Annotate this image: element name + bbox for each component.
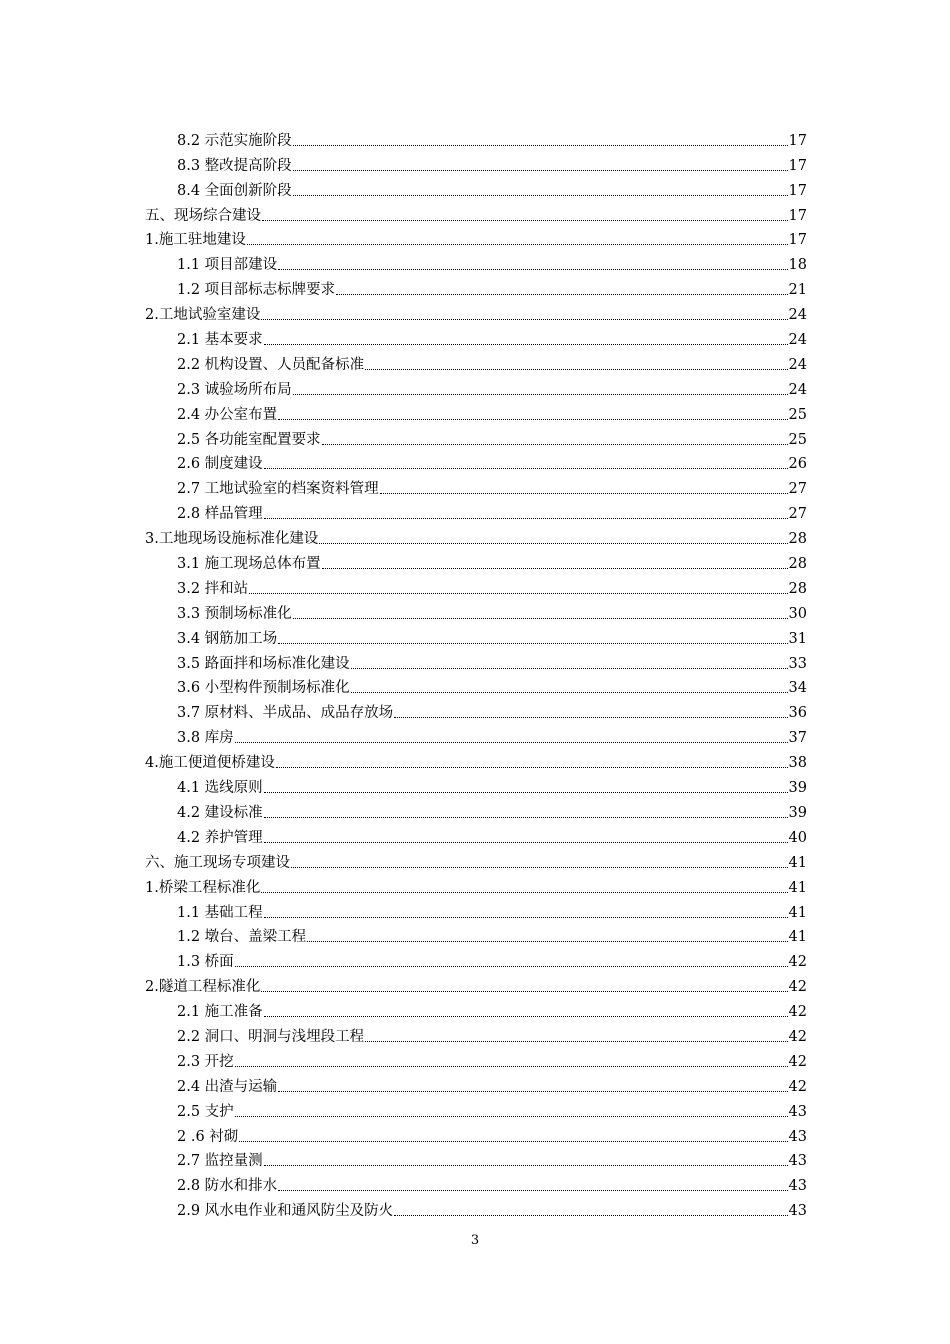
- toc-entry-page: 41: [788, 854, 807, 871]
- toc-entry-title: 3.5 路面拌和场标准化建设: [177, 655, 350, 672]
- toc-entry[interactable]: [145, 1096, 807, 1121]
- toc-entry[interactable]: [145, 523, 807, 548]
- toc-entry[interactable]: [145, 996, 807, 1021]
- toc-entry[interactable]: [145, 872, 807, 897]
- dot-leader: [307, 940, 787, 942]
- toc-entry-title: 1.1 项目部建设: [177, 257, 278, 274]
- toc-entry[interactable]: [145, 1071, 807, 1096]
- dot-leader: [380, 492, 788, 494]
- dot-leader: [235, 1115, 788, 1117]
- dot-leader: [239, 1140, 787, 1142]
- dot-leader: [365, 1040, 787, 1042]
- toc-entry[interactable]: [145, 697, 807, 722]
- toc-entry[interactable]: [145, 150, 807, 175]
- dot-leader: [264, 841, 788, 843]
- toc-entry-title: 2.3 开挖: [177, 1053, 234, 1070]
- toc-entry[interactable]: [145, 473, 807, 498]
- toc-entry-title: 3.7 原材料、半成品、成品存放场: [177, 705, 394, 722]
- dot-leader: [293, 393, 788, 395]
- toc-entry-page: 31: [788, 630, 807, 647]
- toc-entry-page: 28: [788, 531, 807, 548]
- toc-entry-title: 1.3 桥面: [177, 954, 234, 971]
- toc-entry-title: 2.4 出渣与运输: [177, 1078, 278, 1095]
- toc-entry-page: 42: [788, 1004, 807, 1021]
- toc-entry-title: 3.1 施工现场总体布置: [177, 556, 321, 573]
- toc-entry[interactable]: [145, 822, 807, 847]
- toc-entry-page: 39: [788, 804, 807, 821]
- toc-entry[interactable]: [145, 374, 807, 399]
- toc-entry-page: 42: [788, 1053, 807, 1070]
- toc-entry-title: 3.6 小型构件预制场标准化: [177, 680, 350, 697]
- toc-entry[interactable]: [145, 673, 807, 698]
- toc-entry-title: 2.工地试验室建设: [145, 307, 261, 324]
- toc-entry-title: 1.桥梁工程标准化: [145, 879, 261, 896]
- dot-leader: [293, 617, 788, 619]
- dot-leader: [249, 592, 787, 594]
- toc-entry-title: 2.7 工地试验室的档案资料管理: [177, 481, 379, 498]
- toc-entry-title: 8.3 整改提高阶段: [177, 157, 292, 174]
- toc-entry-page: 26: [788, 456, 807, 473]
- dot-leader: [394, 716, 787, 718]
- toc-entry-title: 2.1 施工准备: [177, 1004, 263, 1021]
- toc-entry-title: 2.7 监控量测: [177, 1153, 263, 1170]
- dot-leader: [264, 1015, 788, 1017]
- dot-leader: [261, 318, 787, 320]
- toc-entry-title: 4.施工便道便桥建设: [145, 755, 275, 772]
- toc-entry-title: 2 .6 衬砌: [177, 1128, 239, 1145]
- toc-entry-page: 41: [788, 904, 807, 921]
- dot-leader: [351, 691, 788, 693]
- toc-entry[interactable]: [145, 1195, 807, 1220]
- toc-entry-title: 2.9 风水电作业和通风防尘及防火: [177, 1203, 394, 1220]
- toc-entry-title: 2.8 样品管理: [177, 506, 263, 523]
- toc-entry[interactable]: [145, 1021, 807, 1046]
- toc-entry-title: 2.5 支护: [177, 1103, 234, 1120]
- dot-leader: [278, 418, 787, 420]
- toc-entry-page: 30: [788, 605, 807, 622]
- toc-entry-page: 25: [788, 431, 807, 448]
- toc-entry-page: 25: [788, 406, 807, 423]
- toc-entry-page: 40: [788, 829, 807, 846]
- dot-leader: [262, 219, 788, 221]
- table-of-contents: [145, 125, 807, 1220]
- toc-entry-title: 1.2 项目部标志标牌要求: [177, 282, 336, 299]
- toc-entry-page: 36: [788, 705, 807, 722]
- toc-entry[interactable]: [145, 324, 807, 349]
- toc-entry[interactable]: [145, 349, 807, 374]
- toc-entry[interactable]: [145, 847, 807, 872]
- toc-entry-page: 38: [788, 755, 807, 772]
- toc-entry-title: 2.4 办公室布置: [177, 406, 278, 423]
- toc-entry-page: 42: [788, 1028, 807, 1045]
- toc-entry[interactable]: [145, 299, 807, 324]
- toc-entry-page: 43: [788, 1103, 807, 1120]
- toc-entry[interactable]: [145, 922, 807, 947]
- toc-entry-page: 28: [788, 580, 807, 597]
- toc-entry[interactable]: [145, 648, 807, 673]
- toc-entry-page: 24: [788, 356, 807, 373]
- toc-entry-page: 24: [788, 381, 807, 398]
- dot-leader: [319, 542, 787, 544]
- toc-entry-title: 2.3 诚验场所布局: [177, 381, 292, 398]
- dot-leader: [293, 169, 788, 171]
- dot-leader: [276, 766, 788, 768]
- dot-leader: [247, 243, 788, 245]
- toc-entry-title: 3.工地现场设施标准化建设: [145, 531, 319, 548]
- toc-entry-page: 43: [788, 1153, 807, 1170]
- toc-entry[interactable]: [145, 175, 807, 200]
- toc-entry-page: 24: [788, 332, 807, 349]
- toc-entry-page: 39: [788, 780, 807, 797]
- toc-entry-title: 2.1 基本要求: [177, 332, 263, 349]
- toc-entry[interactable]: [145, 225, 807, 250]
- toc-entry-page: 28: [788, 556, 807, 573]
- toc-entry[interactable]: [145, 722, 807, 747]
- dot-leader: [278, 1189, 787, 1191]
- toc-entry[interactable]: [145, 797, 807, 822]
- toc-entry[interactable]: [145, 573, 807, 598]
- toc-entry-page: 34: [788, 680, 807, 697]
- toc-entry-title: 2.5 各功能室配置要求: [177, 431, 321, 448]
- toc-entry[interactable]: [145, 125, 807, 150]
- toc-entry-page: 17: [788, 232, 807, 249]
- toc-entry-title: 3.4 钢筋加工场: [177, 630, 278, 647]
- toc-entry[interactable]: [145, 772, 807, 797]
- dot-leader: [278, 642, 787, 644]
- toc-entry[interactable]: [145, 1170, 807, 1195]
- toc-entry-title: 六、施工现场专项建设: [145, 854, 290, 871]
- toc-entry-title: 1.施工驻地建设: [145, 232, 246, 249]
- toc-entry-title: 4.2 建设标准: [177, 804, 263, 821]
- dot-leader: [264, 1164, 788, 1166]
- toc-entry-page: 37: [788, 730, 807, 747]
- dot-leader: [322, 443, 788, 445]
- dot-leader: [264, 343, 788, 345]
- toc-entry-page: 21: [788, 282, 807, 299]
- toc-entry-title: 2.2 洞口、明洞与浅埋段工程: [177, 1028, 365, 1045]
- toc-entry-title: 3.8 库房: [177, 730, 234, 747]
- toc-entry-title: 8.2 示范实施阶段: [177, 132, 292, 149]
- toc-entry[interactable]: [145, 623, 807, 648]
- toc-entry[interactable]: [145, 200, 807, 225]
- dot-leader: [293, 144, 788, 146]
- dot-leader: [261, 891, 787, 893]
- toc-entry-page: 41: [788, 929, 807, 946]
- toc-entry-page: 33: [788, 655, 807, 672]
- toc-entry-page: 42: [788, 979, 807, 996]
- toc-entry-page: 27: [788, 481, 807, 498]
- toc-entry[interactable]: [145, 946, 807, 971]
- toc-entry-page: 43: [788, 1203, 807, 1220]
- toc-entry-page: 24: [788, 307, 807, 324]
- toc-entry-page: 17: [788, 207, 807, 224]
- dot-leader: [264, 517, 788, 519]
- toc-entry-title: 2.2 机构设置、人员配备标准: [177, 356, 365, 373]
- toc-entry-page: 41: [788, 879, 807, 896]
- toc-entry-title: 2.8 防水和排水: [177, 1178, 278, 1195]
- dot-leader: [351, 667, 788, 669]
- toc-entry[interactable]: [145, 274, 807, 299]
- dot-leader: [336, 293, 787, 295]
- toc-entry-page: 42: [788, 1078, 807, 1095]
- toc-entry-page: 27: [788, 506, 807, 523]
- toc-entry[interactable]: [145, 249, 807, 274]
- toc-entry-page: 43: [788, 1178, 807, 1195]
- dot-leader: [293, 194, 788, 196]
- toc-entry-title: 3.3 预制场标准化: [177, 605, 292, 622]
- toc-entry-page: 42: [788, 954, 807, 971]
- toc-entry-title: 2.6 制度建设: [177, 456, 263, 473]
- page-number: 3: [470, 1233, 480, 1248]
- toc-entry-page: 18: [788, 257, 807, 274]
- toc-entry-page: 43: [788, 1128, 807, 1145]
- dot-leader: [264, 467, 788, 469]
- toc-entry[interactable]: [145, 399, 807, 424]
- dot-leader: [322, 567, 788, 569]
- toc-entry[interactable]: [145, 424, 807, 449]
- toc-entry-title: 3.2 拌和站: [177, 580, 249, 597]
- dot-leader: [365, 368, 787, 370]
- toc-entry-title: 1.2 墩台、盖梁工程: [177, 929, 307, 946]
- toc-entry-page: 17: [788, 182, 807, 199]
- toc-entry[interactable]: [145, 747, 807, 772]
- dot-leader: [291, 866, 788, 868]
- toc-entry[interactable]: [145, 498, 807, 523]
- toc-entry[interactable]: [145, 548, 807, 573]
- toc-entry-title: 4.1 选线原则: [177, 780, 263, 797]
- dot-leader: [394, 1214, 787, 1216]
- dot-leader: [235, 741, 788, 743]
- dot-leader: [264, 791, 788, 793]
- dot-leader: [235, 965, 788, 967]
- toc-entry-title: 2.隧道工程标准化: [145, 979, 261, 996]
- toc-entry-page: 17: [788, 132, 807, 149]
- toc-entry-title: 4.2 养护管理: [177, 829, 263, 846]
- dot-leader: [278, 268, 787, 270]
- toc-entry[interactable]: [145, 971, 807, 996]
- toc-entry-title: 8.4 全面创新阶段: [177, 182, 292, 199]
- toc-entry[interactable]: [145, 598, 807, 623]
- dot-leader: [264, 816, 788, 818]
- toc-entry[interactable]: [145, 1121, 807, 1146]
- toc-entry[interactable]: [145, 1046, 807, 1071]
- dot-leader: [264, 916, 788, 918]
- dot-leader: [278, 1090, 787, 1092]
- toc-entry-title: 五、现场综合建设: [145, 207, 261, 224]
- toc-entry[interactable]: [145, 897, 807, 922]
- toc-entry[interactable]: [145, 449, 807, 474]
- toc-entry-page: 17: [788, 157, 807, 174]
- dot-leader: [235, 1065, 788, 1067]
- dot-leader: [261, 990, 787, 992]
- toc-entry[interactable]: [145, 1146, 807, 1171]
- toc-entry-title: 1.1 基础工程: [177, 904, 263, 921]
